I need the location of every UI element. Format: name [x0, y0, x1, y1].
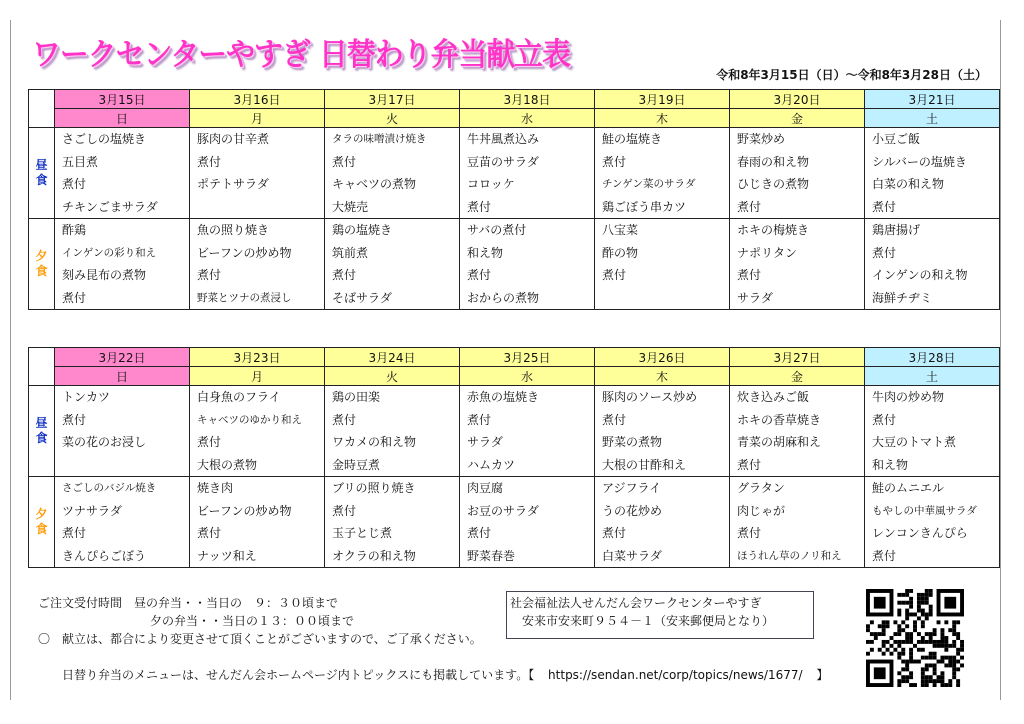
- date-header: 3月24日: [325, 348, 460, 367]
- menu-item: お豆のサラダ: [467, 503, 539, 518]
- menu-item: さごしのバジル焼き: [62, 482, 157, 494]
- menu-item: 煮付: [332, 503, 357, 518]
- dinner-label-cell: [29, 219, 55, 310]
- corner-cell: [29, 90, 55, 128]
- menu-item: 煮付: [62, 177, 87, 191]
- menu-item: インゲンの和え物: [872, 268, 968, 282]
- weekday-header: 月: [190, 367, 325, 386]
- menu-item: [190, 196, 324, 219]
- lunch-cell: [460, 128, 595, 219]
- menu-item: レンコンきんぴら: [872, 526, 968, 540]
- weekday-header: 土: [865, 109, 1000, 128]
- dinner-cell: [865, 477, 1000, 568]
- menu-item: 煮付: [332, 154, 357, 169]
- menu-item: 煮付: [737, 457, 762, 472]
- menu-item: 魚の照り焼き: [197, 223, 270, 237]
- menu-item: 煮付: [467, 412, 492, 427]
- date-header: 3月22日: [55, 348, 190, 367]
- menu-item: 金時豆煮: [332, 457, 381, 472]
- menu-item: 煮付: [197, 526, 222, 540]
- dinner-cell: [55, 219, 190, 310]
- lunch-label: 昼 食: [35, 158, 48, 187]
- menu-item: 豚肉の甘辛煮: [197, 132, 270, 146]
- footer-bracket: 】: [816, 668, 829, 682]
- weekday-header: 金: [730, 109, 865, 128]
- menu-item: オクラの和え物: [332, 548, 416, 563]
- menu-item: おからの煮物: [467, 290, 540, 305]
- menu-item: もやしの中華風サラダ: [872, 504, 977, 517]
- date-header: 3月17日: [325, 90, 460, 109]
- lunch-cell: [55, 128, 190, 219]
- weekday-header: 木: [595, 367, 730, 386]
- change-notice: 〇 献立は、都合により変更させて頂くことがございますので、ご了承ください。: [38, 632, 482, 646]
- dinner-cell: [460, 477, 595, 568]
- menu-item: [595, 287, 729, 310]
- menu-item: 肉じゃが: [737, 503, 786, 518]
- weekday-header: 水: [460, 109, 595, 128]
- menu-item: 大焼売: [332, 199, 369, 214]
- dinner-label: 夕 食: [35, 507, 48, 536]
- date-header: 3月25日: [460, 348, 595, 367]
- menu-item: 春雨の和え物: [737, 154, 810, 169]
- menu-item: ブリの照り焼き: [332, 481, 416, 495]
- menu-item: 鶏の田楽: [332, 390, 381, 404]
- menu-item: サラダ: [467, 435, 503, 449]
- date-header: 3月19日: [595, 90, 730, 109]
- menu-item: 赤魚の塩焼き: [467, 390, 540, 404]
- menu-item: 煮付: [197, 154, 222, 169]
- menu-item: トンカツ: [62, 390, 111, 404]
- menu-item: コロッケ: [467, 177, 515, 191]
- lunch-cell: [190, 386, 325, 477]
- dinner-cell: [730, 219, 865, 310]
- dinner-label: 夕 食: [35, 249, 48, 278]
- menu-item: 野菜の煮物: [602, 435, 663, 449]
- menu-item: キャベツのゆかり和え: [197, 413, 302, 426]
- menu-item: 八宝菜: [602, 223, 639, 237]
- lunch-cell: [325, 128, 460, 219]
- menu-item: 酢鶏: [62, 223, 87, 237]
- menu-item: 鮭の塩焼き: [602, 132, 663, 146]
- week-2-menu-table: [28, 347, 1000, 568]
- page-border-right: [1000, 20, 1001, 700]
- date-header: 3月18日: [460, 90, 595, 109]
- menu-item: 煮付: [332, 412, 357, 427]
- menu-item: 煮付: [737, 268, 762, 282]
- dinner-cell: [190, 477, 325, 568]
- menu-item: 豆苗のサラダ: [467, 154, 539, 169]
- weekday-header: 木: [595, 109, 730, 128]
- menu-item: ハムカツ: [467, 457, 516, 472]
- menu-item: チキンごまサラダ: [62, 199, 158, 214]
- menu-item: 煮付: [62, 290, 87, 305]
- weekday-header: 日: [55, 367, 190, 386]
- order-notes: [38, 594, 482, 648]
- dinner-cell: [325, 219, 460, 310]
- menu-item: 煮付: [872, 245, 897, 260]
- menu-item: 和え物: [872, 457, 909, 472]
- menu-item: 肉豆腐: [467, 481, 504, 495]
- menu-item: 煮付: [332, 268, 357, 282]
- weekday-header: 金: [730, 367, 865, 386]
- menu-item: インゲンの彩り和え: [62, 246, 157, 259]
- menu-item: 煮付: [872, 199, 897, 214]
- dinner-cell: [595, 219, 730, 310]
- lunch-cell: [595, 128, 730, 219]
- page-border-left: [10, 20, 11, 700]
- menu-item: ナポリタン: [737, 245, 798, 260]
- menu-item: 大根の甘酢和え: [602, 457, 687, 472]
- date-header: 3月20日: [730, 90, 865, 109]
- menu-item: 筑前煮: [332, 245, 369, 260]
- menu-item: 煮付: [602, 268, 627, 282]
- menu-item: 野菜とツナの煮浸し: [197, 291, 292, 304]
- menu-item: ポテトサラダ: [197, 177, 269, 191]
- footer-text: 日替り弁当のメニューは、せんだん会ホームページ内トピックスにも掲載しています。【: [62, 668, 535, 682]
- menu-item: 煮付: [467, 199, 492, 214]
- date-header: 3月15日: [55, 90, 190, 109]
- menu-item: 野菜炒め: [737, 132, 786, 146]
- lunch-cell: [55, 386, 190, 477]
- weekday-header: 火: [325, 109, 460, 128]
- date-header: 3月28日: [865, 348, 1000, 367]
- dinner-cell: [595, 477, 730, 568]
- menu-item: きんぴらごぼう: [62, 548, 147, 563]
- dinner-cell: [730, 477, 865, 568]
- menu-item: シルバーの塩焼き: [872, 154, 967, 169]
- menu-item: 青菜の胡麻和え: [737, 435, 822, 449]
- lunch-label-cell: [29, 128, 55, 219]
- menu-item: ほうれん草のノリ和え: [737, 549, 842, 562]
- date-header: 3月21日: [865, 90, 1000, 109]
- menu-item: ホキの梅焼き: [737, 223, 810, 237]
- menu-item: ツナサラダ: [62, 503, 122, 518]
- qr-code-icon[interactable]: [866, 589, 964, 687]
- menu-item: さごしの塩焼き: [62, 132, 147, 146]
- menu-item: ビーフンの炒め物: [197, 503, 292, 518]
- date-header: 3月23日: [190, 348, 325, 367]
- menu-item: 牛丼風煮込み: [467, 132, 540, 146]
- menu-item: 煮付: [872, 412, 897, 427]
- menu-item: 五目煮: [62, 154, 99, 169]
- menu-item: 大豆のトマト煮: [872, 435, 957, 449]
- menu-item: 煮付: [62, 526, 87, 540]
- date-header: 3月26日: [595, 348, 730, 367]
- menu-item: 煮付: [467, 526, 492, 540]
- dinner-cell: [865, 219, 1000, 310]
- address-box: [506, 591, 814, 639]
- order-time-dinner: 夕の弁当・・当日の１３：００頃まで: [150, 614, 355, 628]
- menu-item: キャベツの煮物: [332, 177, 417, 191]
- menu-item: タラの味噌漬け焼き: [332, 133, 427, 145]
- lunch-cell: [730, 386, 865, 477]
- menu-item: グラタン: [737, 481, 785, 495]
- weekday-header: 水: [460, 367, 595, 386]
- menu-item: 小豆ご飯: [872, 132, 921, 146]
- menu-item: 煮付: [602, 526, 627, 540]
- menu-item: サラダ: [737, 290, 773, 305]
- dinner-cell: [325, 477, 460, 568]
- menu-item: 白身魚のフライ: [197, 390, 281, 404]
- lunch-cell: [865, 386, 1000, 477]
- menu-item: 豚肉のソース炒め: [602, 390, 698, 404]
- menu-item: 煮付: [467, 268, 492, 282]
- lunch-cell: [730, 128, 865, 219]
- dinner-cell: [190, 219, 325, 310]
- page-title: ワークセンターやすぎ 日替わり弁当献立表: [32, 37, 571, 73]
- menu-item: 和え物: [467, 245, 504, 260]
- weekday-header: 月: [190, 109, 325, 128]
- menu-item: 炊き込みご飯: [737, 390, 810, 404]
- menu-item: 鶏唐揚げ: [872, 223, 921, 237]
- menu-item: 煮付: [197, 268, 222, 282]
- lunch-cell: [325, 386, 460, 477]
- menu-item: 煮付: [872, 548, 897, 563]
- weekday-header: 土: [865, 367, 1000, 386]
- organization-address: 安来市安来町９５４－１（安来郵便局となり）: [522, 614, 775, 628]
- order-time-lunch: ご注文受付時間 昼の弁当・・当日の ９：３０頃まで: [38, 596, 339, 610]
- menu-item: [55, 454, 189, 477]
- menu-item: 煮付: [602, 154, 627, 169]
- menu-item: 焼き肉: [197, 481, 234, 495]
- lunch-cell: [865, 128, 1000, 219]
- menu-item: 鮭のムニエル: [872, 481, 945, 495]
- menu-item: ビーフンの炒め物: [197, 245, 292, 260]
- lunch-cell: [190, 128, 325, 219]
- menu-item: 鶏の塩焼き: [332, 223, 393, 237]
- menu-period: 令和8年3月15日（日）～令和8年3月28日（土）: [716, 68, 987, 82]
- menu-item: チンゲン菜のサラダ: [602, 178, 696, 190]
- weekday-header: 日: [55, 109, 190, 128]
- menu-item: サバの煮付: [467, 223, 527, 237]
- menu-item: 菜の花のお浸し: [62, 435, 147, 449]
- lunch-cell: [460, 386, 595, 477]
- menu-item: 大根の煮物: [197, 457, 258, 472]
- menu-item: 煮付: [602, 412, 627, 427]
- menu-item: 煮付: [737, 526, 762, 540]
- menu-item: 玉子とじ煮: [332, 526, 393, 540]
- menu-item: うの花炒め: [602, 503, 663, 518]
- lunch-label-cell: [29, 386, 55, 477]
- menu-item: そばサラダ: [332, 290, 392, 305]
- dinner-label-cell: [29, 477, 55, 568]
- menu-item: 刻み昆布の煮物: [62, 268, 147, 282]
- lunch-cell: [595, 386, 730, 477]
- menu-item: ナッツ和え: [197, 548, 257, 563]
- date-header: 3月16日: [190, 90, 325, 109]
- dinner-cell: [55, 477, 190, 568]
- menu-item: 野菜春巻: [467, 548, 516, 563]
- week-1-menu-table: [28, 89, 1000, 310]
- lunch-label: 昼 食: [35, 416, 48, 445]
- menu-item: 鶏ごぼう串カツ: [602, 199, 687, 214]
- footer-url-link[interactable]: https://sendan.net/corp/topics/news/1677/: [548, 668, 803, 682]
- organization-name: 社会福祉法人せんだん会ワークセンターやすぎ: [510, 596, 762, 610]
- dinner-cell: [460, 219, 595, 310]
- menu-item: 酢の物: [602, 245, 639, 260]
- menu-item: 白菜サラダ: [602, 548, 662, 563]
- corner-cell: [29, 348, 55, 386]
- menu-item: 煮付: [62, 412, 87, 427]
- weekday-header: 火: [325, 367, 460, 386]
- date-header: 3月27日: [730, 348, 865, 367]
- menu-item: ワカメの和え物: [332, 435, 417, 449]
- footer-note: [62, 666, 828, 683]
- menu-item: アジフライ: [602, 481, 662, 495]
- menu-item: 煮付: [197, 435, 222, 449]
- menu-item: 海鮮チヂミ: [872, 290, 933, 305]
- menu-item: 白菜の和え物: [872, 177, 945, 191]
- menu-item: 煮付: [737, 199, 762, 214]
- menu-item: ホキの香草焼き: [737, 412, 822, 427]
- menu-item: ひじきの煮物: [737, 177, 810, 191]
- menu-item: 牛肉の炒め物: [872, 390, 945, 404]
